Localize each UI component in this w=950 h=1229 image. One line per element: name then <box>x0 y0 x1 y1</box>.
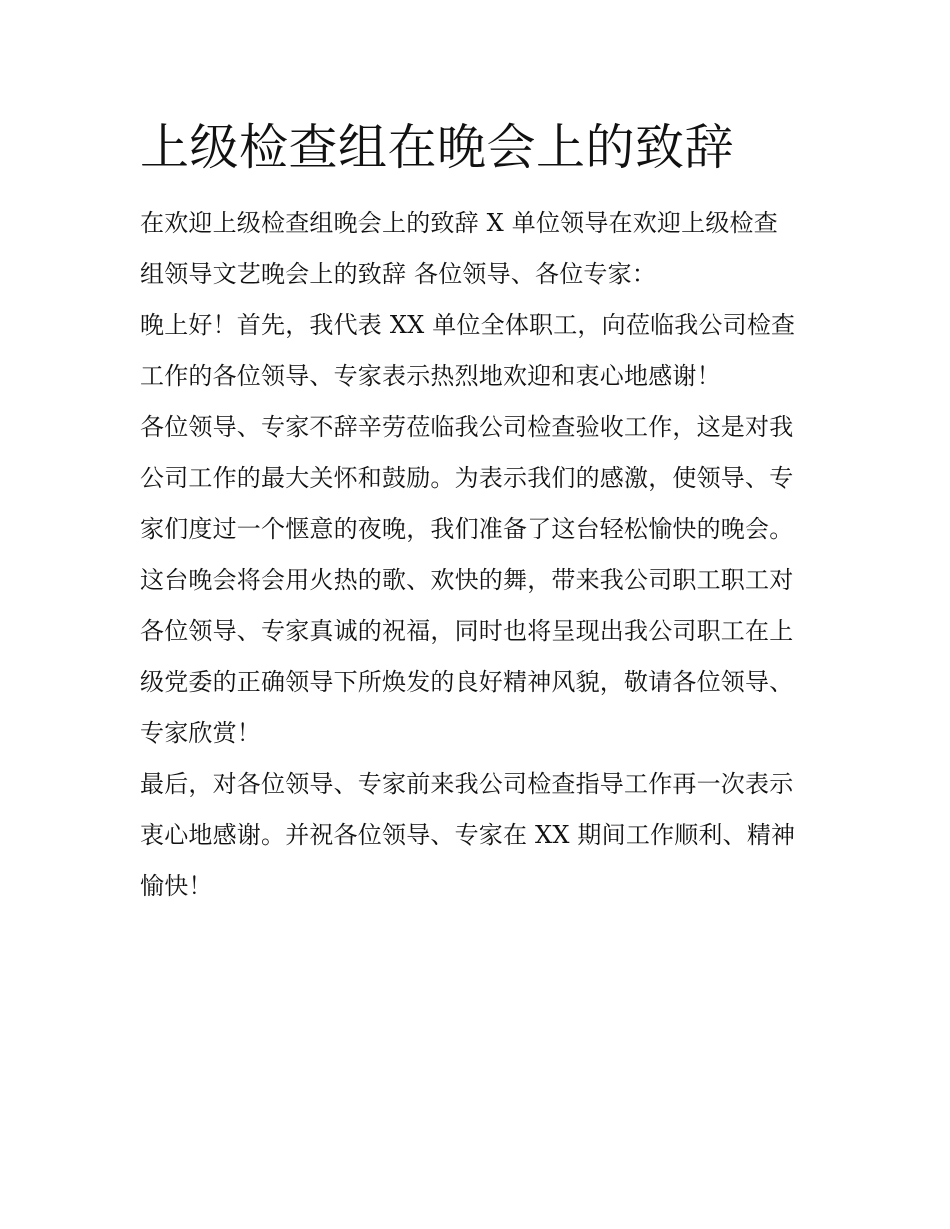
paragraph-line: 最后，对各位领导、专家前来我公司检查指导工作再一次表示 <box>140 770 794 798</box>
paragraph-line: 工作的各位领导、专家表示热烈地欢迎和衷心地感谢！ <box>140 362 721 390</box>
paragraph-line: 公司工作的最大关怀和鼓励。为表示我们的感激，使领导、专 <box>140 464 794 492</box>
paragraph-intro <box>140 198 820 300</box>
paragraph-line: 衷心地感谢。并祝各位领导、专家在 XX 期间工作顺利、精神 <box>140 821 796 849</box>
paragraph-line: 组领导文艺晚会上的致辞 各位领导、各位专家： <box>140 260 657 288</box>
paragraph-greeting <box>140 300 820 402</box>
paragraph-line: 这台晚会将会用火热的歌、欢快的舞，带来我公司职工职工对 <box>140 566 794 594</box>
paragraph-line: 各位领导、专家不辞辛劳莅临我公司检查验收工作，这是对我 <box>140 413 794 441</box>
paragraph-thanks <box>140 402 820 555</box>
document-body <box>140 112 820 912</box>
document-title: 上级检查组在晚会上的致辞 <box>140 119 735 176</box>
paragraph-line: 各位领导、专家真诚的祝福，同时也将呈现出我公司职工在上 <box>140 617 794 645</box>
paragraph-program <box>140 555 820 759</box>
paragraph-line: 晚上好！首先，我代表 XX 单位全体职工，向莅临我公司检查 <box>140 311 796 339</box>
paragraph-line: 家们度过一个惬意的夜晚，我们准备了这台轻松愉快的晚会。 <box>140 515 794 543</box>
paragraph-line: 愉快！ <box>140 872 213 900</box>
paragraph-line: 专家欣赏！ <box>140 719 261 747</box>
paragraph-closing <box>140 759 820 912</box>
paragraph-line: 在欢迎上级检查组晚会上的致辞 X 单位领导在欢迎上级检查 <box>140 209 778 237</box>
paragraph-line: 级党委的正确领导下所焕发的良好精神风貌，敬请各位领导、 <box>140 668 794 696</box>
